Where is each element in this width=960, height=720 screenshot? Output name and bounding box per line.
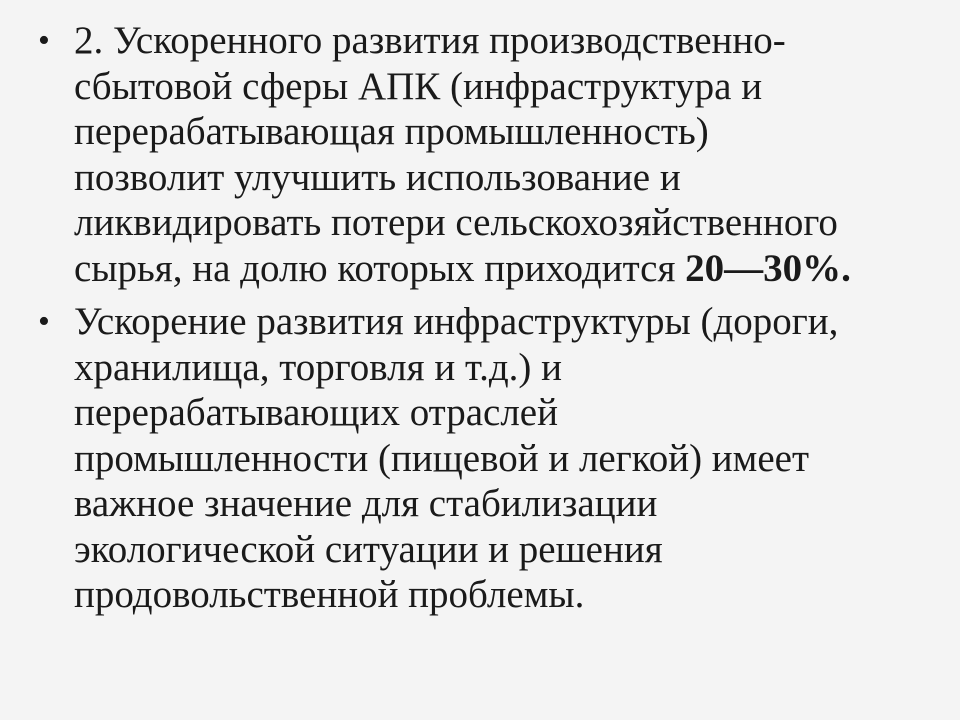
bullet-list <box>38 18 938 626</box>
bullet-dot-icon: • <box>38 22 50 59</box>
text-line <box>74 246 938 292</box>
text-line: Ускорение развития инфраструктуры (дороги, <box>74 300 839 343</box>
text-line: перерабатывающих отраслей <box>74 391 558 434</box>
bullet-item-2 <box>38 299 938 618</box>
text-segment: сырья, на долю которых приходится <box>74 246 686 290</box>
text-line: 2. Ускоренного развития производственно- <box>74 19 786 62</box>
bullet-dot-icon: • <box>38 303 50 340</box>
text-line: экологической ситуации и решения <box>74 527 663 571</box>
bullet-item-1 <box>38 18 938 291</box>
text-line: хранилища, торговля и т.д.) и <box>74 345 563 389</box>
text-line: перерабатывающая промышленность) <box>74 110 709 153</box>
text-line: промышленности (пищевой и легкой) имеет <box>74 436 810 480</box>
text-line: сбытовой сферы АПК (инфраструктура и <box>74 64 763 108</box>
text-line: ликвидировать потери сельскохозяйственного <box>74 201 838 244</box>
text-line: продовольственной проблемы. <box>74 573 585 616</box>
text-line: важное значение для стабилизации <box>74 482 658 525</box>
percentage-highlight: 20—30%. <box>685 246 851 290</box>
text-line: позволит улучшить использование и <box>74 155 681 199</box>
